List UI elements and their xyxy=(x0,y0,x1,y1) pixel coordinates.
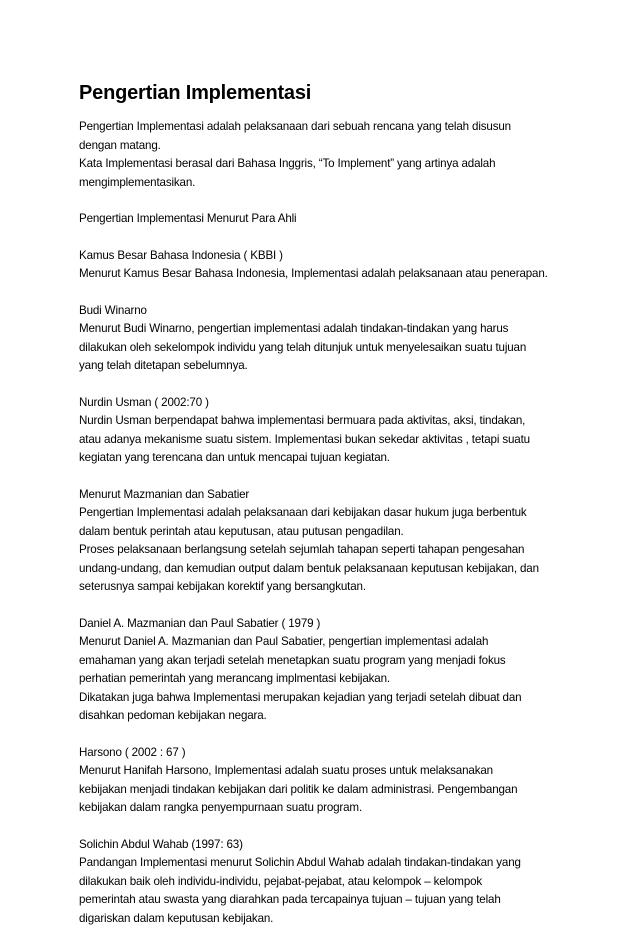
text-line: atau adanya mekanisme suatu sistem. Implementasi bukan sekedar aktivitas , tetapi suatu xyxy=(79,432,530,446)
text-line: perhatian pemerintah yang merancang implmentasi kebijakan. xyxy=(79,672,390,685)
text-line: Menurut Daniel A. Mazmanian dan Paul Sabatier, pengertian implementasi adalah xyxy=(79,635,489,648)
text-line: Harsono ( 2002 : 67 ) xyxy=(79,745,186,759)
document-title: Pengertian Implementasi xyxy=(79,82,312,104)
paragraph-block xyxy=(79,836,571,929)
text-line: emahaman yang akan terjadi setelah menetapkan suatu program yang menjadi fokus xyxy=(79,653,506,667)
text-line: Pengertian Implementasi adalah pelaksanaan dari sebuah rencana yang telah disusun xyxy=(79,120,511,133)
text-line: digariskan dalam keputusan kebijakan. xyxy=(79,911,274,925)
text-line: seterusnya sampai kebijakan korektif yang bersangkutan. xyxy=(79,580,366,593)
text-line: Dikatakan juga bahwa Implementasi merupakan kejadian yang terjadi setelah dibuat dan xyxy=(79,690,522,704)
text-line: Menurut Budi Winarno, pengertian implementasi adalah tindakan-tindakan yang harus xyxy=(79,322,509,335)
text-line: Nurdin Usman berpendapat bahwa implementasi bermuara pada aktivitas, aksi, tindakan, xyxy=(79,414,526,427)
text-line: Pengertian Implementasi Menurut Para Ahli xyxy=(79,212,297,225)
text-line: kegiatan yang terencana dan untuk mencapai tujuan kegiatan. xyxy=(79,451,390,464)
paragraph-block xyxy=(79,615,571,726)
text-line: pemerintah atau swasta yang diarahkan pada tercapainya tujuan – tujuan yang telah xyxy=(79,893,501,906)
text-line: Kata Implementasi berasal dari Bahasa Inggris, “To Implement” yang artinya adalah xyxy=(79,157,496,170)
text-line: Menurut Kamus Besar Bahasa Indonesia, Implementasi adalah pelaksanaan atau penerapan. xyxy=(79,267,548,280)
text-line: Menurut Mazmanian dan Sabatier xyxy=(79,487,250,501)
text-line: kebijakan menjadi tindakan kebijakan dari politik ke dalam administrasi. Pengembangan xyxy=(79,782,518,796)
text-line: dalam bentuk perintah atau keputusan, atau putusan pengadilan. xyxy=(79,524,404,538)
text-line: undang-undang, dan kemudian output dalam bentuk pelaksanaan keputusan kebijakan, dan xyxy=(79,561,539,575)
document-paragraphs xyxy=(79,118,571,928)
paragraph-block xyxy=(79,247,571,284)
text-line: dilakukan oleh sekelompok individu yang telah ditunjuk untuk menyelesaikan suatu tujuan xyxy=(79,340,527,354)
paragraph-block xyxy=(79,394,571,468)
text-line: Proses pelaksanaan berlangsung setelah sejumlah tahapan seperti tahapan pengesahan xyxy=(79,543,525,556)
text-line: disahkan pedoman kebijakan negara. xyxy=(79,709,267,722)
text-line: Budi Winarno xyxy=(79,303,147,317)
text-line: Solichin Abdul Wahab (1997: 63) xyxy=(79,837,243,851)
paragraph-block xyxy=(79,302,571,376)
document-body xyxy=(79,80,571,946)
paragraph-block xyxy=(79,118,571,192)
text-line: Menurut Hanifah Harsono, Implementasi adalah suatu proses untuk melaksanakan xyxy=(79,764,493,777)
text-line: kebijakan dalam rangka penyempurnaan suatu program. xyxy=(79,801,363,814)
paragraph-block xyxy=(79,486,571,597)
text-line: Pengertian Implementasi adalah pelaksanaan dari kebijakan dasar hukum juga berbentuk xyxy=(79,506,527,519)
text-line: dengan matang. xyxy=(79,138,161,152)
paragraph-block xyxy=(79,210,571,229)
text-line: mengimplementasikan. xyxy=(79,175,196,189)
text-line: Nurdin Usman ( 2002:70 ) xyxy=(79,395,209,409)
text-line: Kamus Besar Bahasa Indonesia ( KBBI ) xyxy=(79,248,283,262)
text-line: dilakukan baik oleh individu-individu, pejabat-pejabat, atau kelompok – kelompok xyxy=(79,874,483,888)
text-line: Daniel A. Mazmanian dan Paul Sabatier ( 1979 ) xyxy=(79,616,321,630)
text-line: yang telah ditetapan sebelumnya. xyxy=(79,359,248,372)
text-line: Pandangan Implementasi menurut Solichin Abdul Wahab adalah tindakan-tindakan yang xyxy=(79,856,521,869)
paragraph-block xyxy=(79,744,571,818)
